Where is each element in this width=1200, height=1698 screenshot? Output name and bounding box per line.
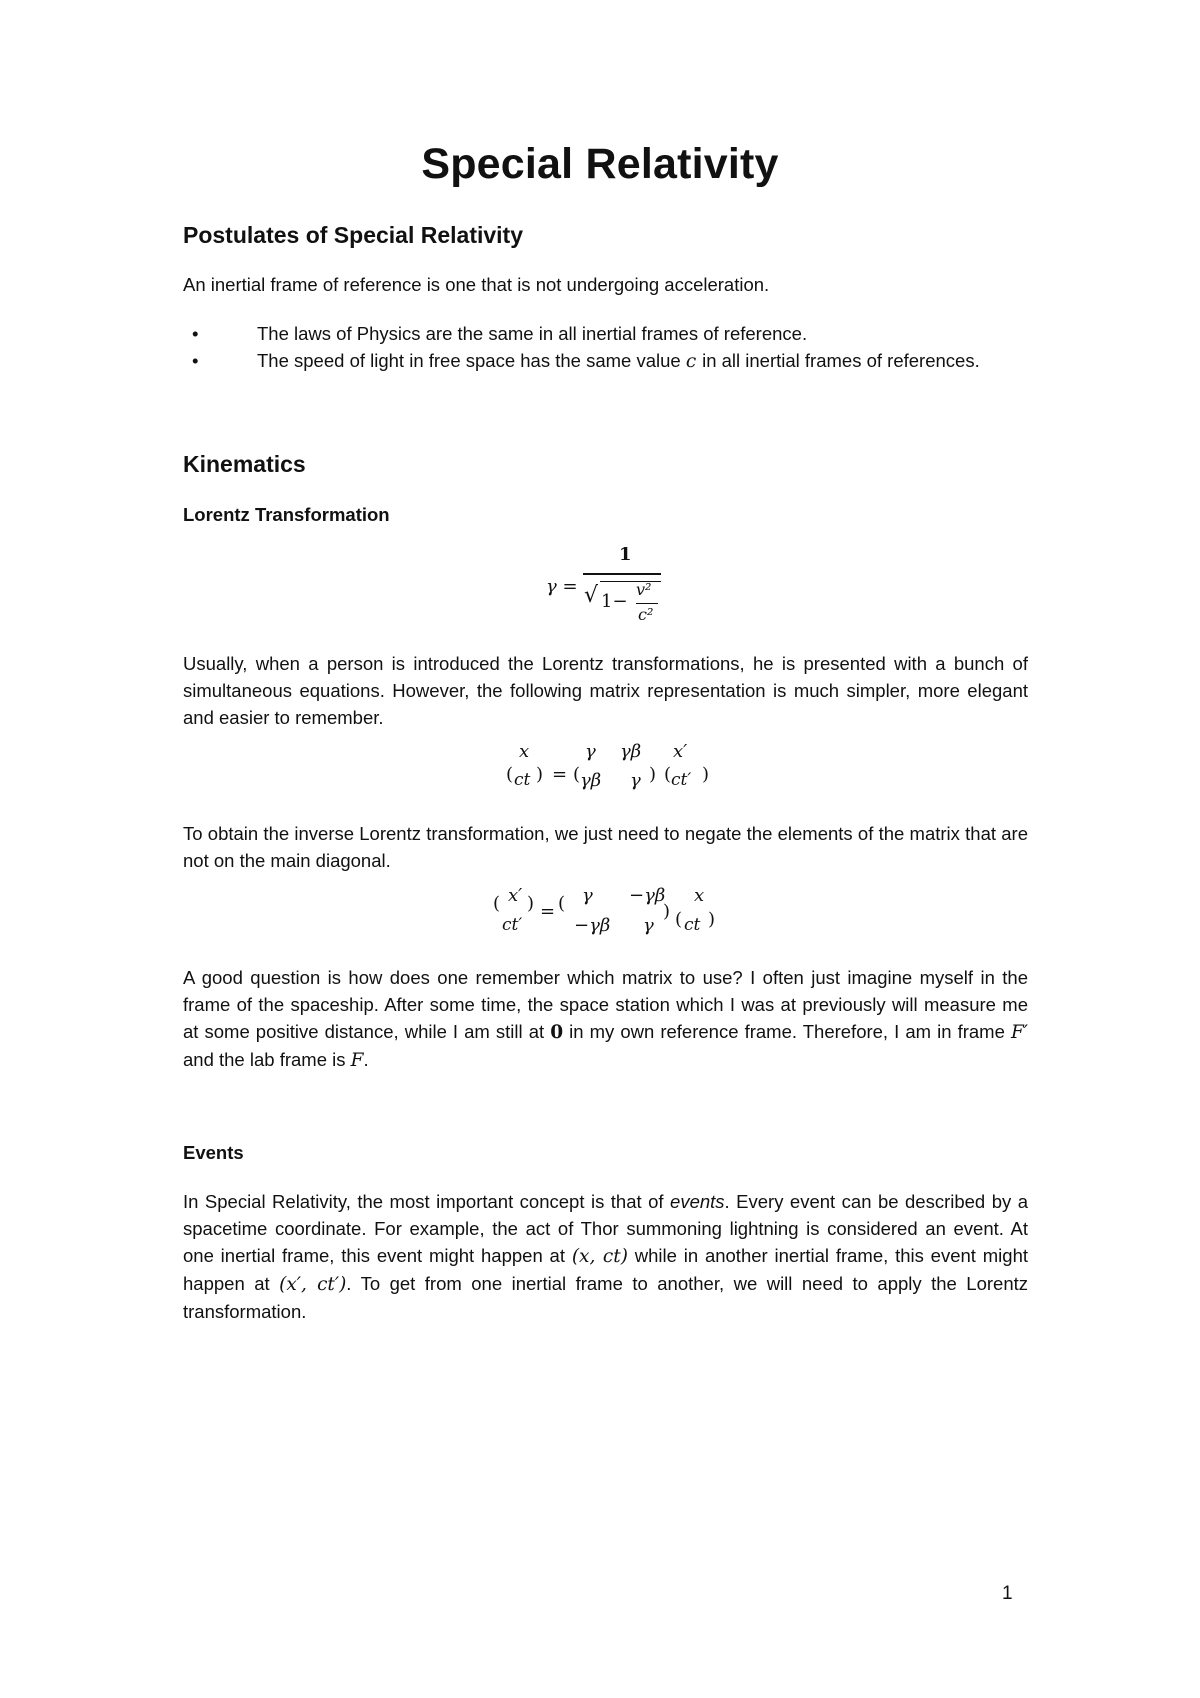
math-frame-f: F xyxy=(350,1050,364,1071)
paren-close: ) xyxy=(702,764,710,785)
vec-right-top: x′ xyxy=(673,741,688,762)
matrix-m21: −γβ xyxy=(574,915,611,936)
radical-icon: √ xyxy=(584,583,599,608)
speed-of-light-symbol: c xyxy=(685,351,703,372)
paren-open: ( xyxy=(493,893,501,914)
bullet-icon: • xyxy=(192,350,199,371)
text-run: . To get from one inertial frame to another, we will need to apply the Lorentz transformation. xyxy=(183,1273,1029,1322)
paren-open: ( xyxy=(573,764,581,785)
text-run: In Special Relativity, the most important concept is that of xyxy=(183,1191,671,1212)
gamma-c-squared: c² xyxy=(638,605,654,624)
vec-left-bottom: ct xyxy=(514,770,531,790)
text-run: . xyxy=(363,1049,369,1070)
text-run: in my own reference frame. Therefore, I am in frame xyxy=(563,1021,1011,1042)
vec-right-bottom: ct′ xyxy=(671,770,692,790)
postulates-intro: An inertial frame of reference is one that is not undergoing acceleration. xyxy=(183,274,770,295)
events-paragraph xyxy=(183,1188,1028,1325)
text-run: . Every event can be described by a spacetime coordinate. For example, the act of Thor summoning lightning is considered an event. At one inertial frame, this event might happen at xyxy=(183,1191,1028,1266)
matrix-m22: γ xyxy=(643,915,654,936)
gamma-lhs: γ = xyxy=(546,576,578,597)
matrix-m11: γ xyxy=(585,741,596,762)
math-zero: 0 xyxy=(550,1022,564,1043)
postulates-heading: Postulates of Special Relativity xyxy=(183,222,524,248)
paren-close: ) xyxy=(649,764,657,785)
inner-fraction-bar xyxy=(636,603,658,604)
matrix-m21: γβ xyxy=(580,770,602,791)
math-frame-f-prime: F′ xyxy=(1010,1022,1028,1043)
paren-close: ) xyxy=(663,901,671,922)
paren-close: ) xyxy=(536,764,544,785)
lorentz-intro-paragraph: Usually, when a person is introduced the Lorentz transformations, he is presented with a bunch of simultaneous equations. However, the following matrix representation is much simpler, more elegant and easier to remember. xyxy=(183,653,1028,728)
page-number: 1 xyxy=(1002,1583,1013,1604)
math-coordinate: (x, ct) xyxy=(571,1246,628,1267)
text-run: A good question is how does one remember which matrix to use? I often just imagine myself in the frame of the spaceship. After some time, the space station which I was at previously will measure me at some positive distance, while I am still at xyxy=(183,967,1028,1042)
paren-open: ( xyxy=(558,893,566,914)
lorentz-heading: Lorentz Transformation xyxy=(183,504,390,525)
equals-sign: = xyxy=(540,901,556,922)
events-heading: Events xyxy=(183,1142,244,1163)
paren-open: ( xyxy=(675,909,683,930)
text-run: and the lab frame is xyxy=(183,1049,351,1070)
gamma-numerator: 1 xyxy=(619,544,632,565)
gamma-one-minus: 1− xyxy=(601,591,628,612)
paren-close: ) xyxy=(708,909,716,930)
vec-left-top: x′ xyxy=(508,885,523,906)
matrix-m12: γβ xyxy=(620,741,642,762)
kinematics-heading: Kinematics xyxy=(183,451,306,477)
equals-sign: = xyxy=(552,764,568,785)
bullet-text: The speed of light in free space has the same value xyxy=(257,350,681,371)
text-run: while in another inertial frame, this event might happen at xyxy=(183,1245,1028,1294)
bullet-text-continued: in all inertial frames of references. xyxy=(702,350,980,371)
inverse-paragraph: To obtain the inverse Lorentz transformation, we just need to negate the elements of the matrix that are not on the main diagonal. xyxy=(183,823,1028,871)
list-item xyxy=(183,320,1028,347)
matrix-m12: −γβ xyxy=(629,885,666,906)
matrix-m11: γ xyxy=(582,885,593,906)
radical-overline xyxy=(600,581,661,582)
vec-left-top: x xyxy=(519,741,530,762)
vec-right-top: x xyxy=(694,885,705,906)
gamma-v-squared: v² xyxy=(636,580,652,599)
bullet-icon: • xyxy=(192,323,199,344)
paren-open: ( xyxy=(664,764,672,785)
vec-right-bottom: ct xyxy=(684,915,701,935)
list-item xyxy=(183,347,1028,375)
paren-close: ) xyxy=(527,893,535,914)
math-coordinate-prime: (x′, ct′) xyxy=(279,1274,347,1295)
emphasis-events: events xyxy=(670,1191,725,1212)
matrix-choice-paragraph xyxy=(183,964,1028,1074)
page-title: Special Relativity xyxy=(421,140,779,188)
vec-left-bottom: ct′ xyxy=(502,915,523,935)
fraction-bar xyxy=(583,573,661,575)
matrix-m22: γ xyxy=(630,770,641,791)
postulates-list xyxy=(183,320,1028,375)
bullet-text: The laws of Physics are the same in all inertial frames of reference. xyxy=(257,323,808,344)
paren-open: ( xyxy=(506,764,514,785)
